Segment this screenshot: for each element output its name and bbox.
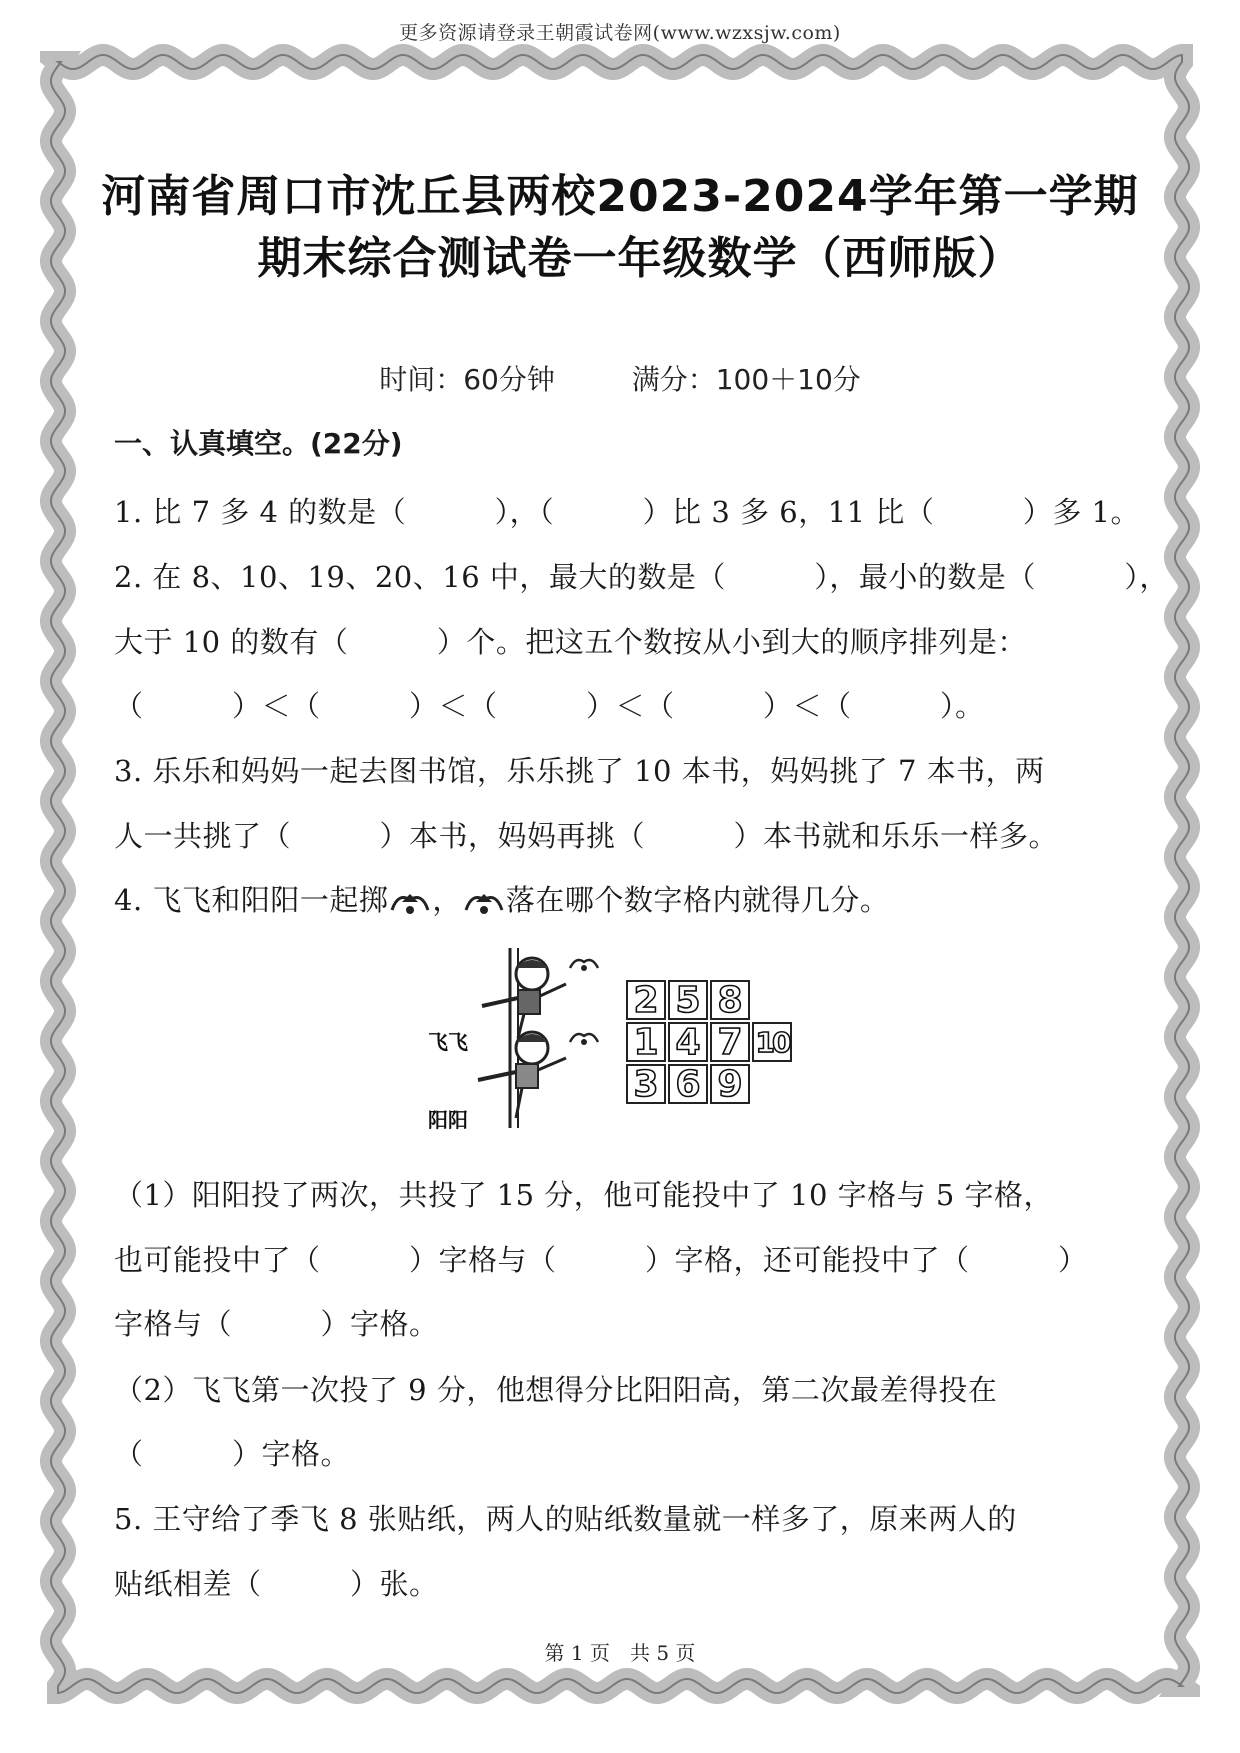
question-4-text-end: 落在哪个数字格内就得几分。 — [505, 883, 890, 917]
question-5-line2: 贴纸相差（ ）张。 — [114, 1567, 439, 1601]
grid-cell: 1 — [626, 1022, 666, 1062]
section-heading: 一、认真填空。(22分) — [114, 427, 403, 460]
grid-cell: 9 — [710, 1064, 750, 1104]
question-4-comma: ， — [432, 883, 462, 917]
question-4-1-line3: 字格与（ ）字格。 — [114, 1307, 439, 1341]
label-yangyang: 阳阳 — [428, 1108, 468, 1132]
question-4-intro — [114, 878, 1126, 919]
grid-cell: 7 — [710, 1022, 750, 1062]
question-3-line2: 人一共挑了（ ）本书，妈妈再挑（ ）本书就和乐乐一样多。 — [114, 819, 1059, 853]
exam-meta — [0, 358, 1240, 398]
question-2-line3: （ ）＜（ ）＜（ ）＜（ ）＜（ ）。 — [114, 689, 985, 723]
grid-cell: 8 — [710, 980, 750, 1020]
throwing-game-figure — [420, 948, 820, 1132]
exam-full-score: 满分：100＋10分 — [631, 363, 861, 396]
page-footer: 第 1 页 共 5 页 — [544, 1641, 696, 1665]
watermark-text: 更多资源请登录王朝霞试卷网(www.wzxsjw.com) — [399, 22, 841, 44]
grid-cell: 4 — [668, 1022, 708, 1062]
exam-title-line1: 河南省周口市沈丘县两校2023-2024学年第一学期 — [101, 171, 1139, 222]
exam-time: 时间：60分钟 — [379, 363, 555, 396]
question-3-line1: 3. 乐乐和妈妈一起去图书馆，乐乐挑了 10 本书，妈妈挑了 7 本书，两 — [114, 754, 1045, 788]
question-4-1-line1: （1）阳阳投了两次，共投了 15 分，他可能投中了 10 字格与 5 字格， — [114, 1178, 1054, 1212]
question-2-line1: 2. 在 8、10、19、20、16 中，最大的数是（ ），最小的数是（ ）， — [114, 560, 1169, 594]
grid-cell: 2 — [626, 980, 666, 1020]
question-4-2-line1: （2）飞飞第一次投了 9 分，他想得分比阳阳高，第二次最差得投在 — [114, 1373, 998, 1407]
shuttlecock-icon — [462, 888, 506, 916]
grid-cell: 3 — [626, 1064, 666, 1104]
shuttlecock-icon — [388, 888, 432, 916]
label-feifei: 飞飞 — [428, 1030, 468, 1054]
question-2-line2: 大于 10 的数有（ ）个。把这五个数按从小到大的顺序排列是： — [114, 625, 1027, 659]
question-5-line1: 5. 王守给了季飞 8 张贴纸，两人的贴纸数量就一样多了，原来两人的 — [114, 1502, 1017, 1536]
question-4-1-line2: 也可能投中了（ ）字格与（ ）字格，还可能投中了（ ） — [114, 1243, 1088, 1277]
question-1: 1. 比 7 多 4 的数是（ ），（ ）比 3 多 6，11 比（ ）多 1。 — [114, 495, 1141, 529]
grid-cell: 10 — [752, 1022, 792, 1062]
grid-cell: 6 — [668, 1064, 708, 1104]
grid-cell: 5 — [668, 980, 708, 1020]
question-4-text-start: 4. 飞飞和阳阳一起掷 — [114, 883, 389, 917]
question-4-2-line2: （ ）字格。 — [114, 1437, 351, 1471]
exam-title-line2: 期末综合测试卷一年级数学（西师版） — [257, 233, 1023, 284]
